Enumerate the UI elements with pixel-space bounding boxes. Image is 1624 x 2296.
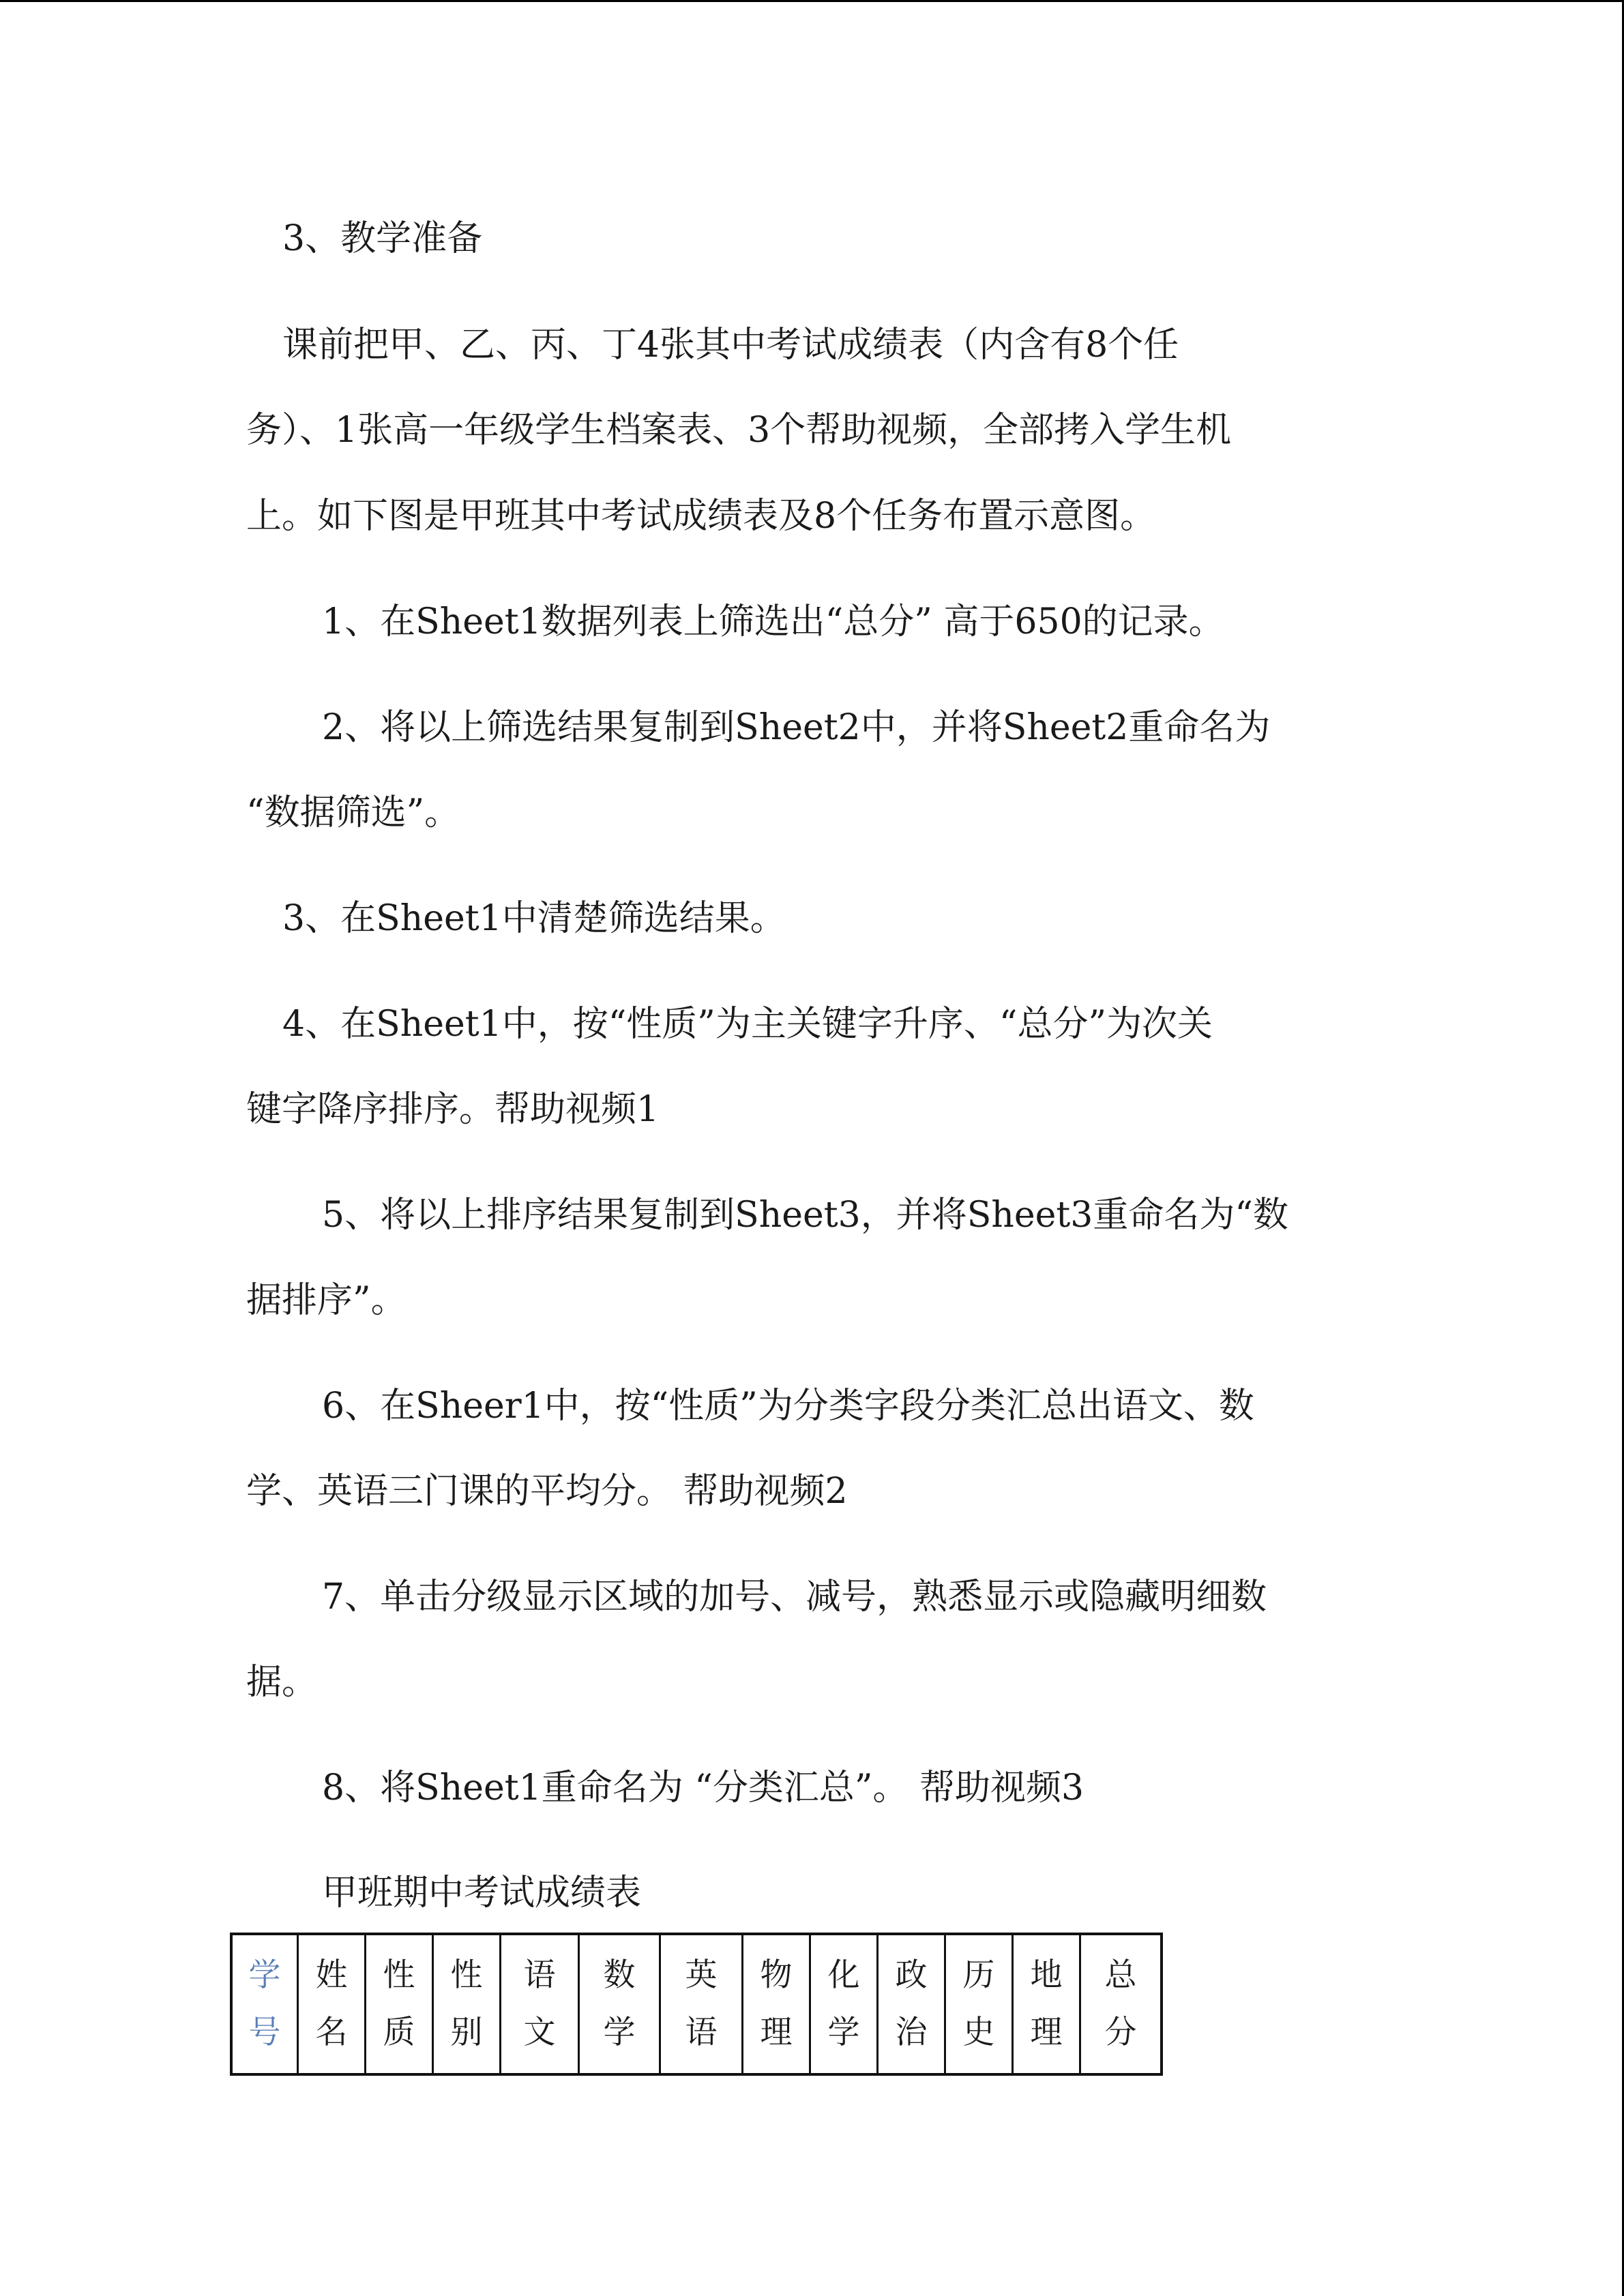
header-cell-math: 数学	[579, 1934, 660, 2074]
top-border-rule	[0, 0, 1624, 2]
task-item-cont: 键字降序排序。帮助视频1	[246, 1089, 660, 1130]
header-cell-chemistry: 化学	[810, 1934, 878, 2074]
task-item: 2、将以上筛选结果复制到Sheet2中，并将Sheet2重命名为	[322, 707, 1271, 748]
paragraph-line: 务）、1张高一年级学生档案表、3个帮助视频，全部拷入学生机	[246, 410, 1232, 451]
header-cell-chinese: 语文	[501, 1934, 579, 2074]
table-caption: 甲班期中考试成绩表	[322, 1873, 642, 1913]
section-heading: 3、教学准备	[282, 218, 483, 259]
header-cell-physics: 物理	[743, 1934, 810, 2074]
task-item: 7、单击分级显示区域的加号、减号，熟悉显示或隐藏明细数	[322, 1577, 1267, 1617]
task-item: 1、在Sheet1数据列表上筛选出“总分” 高于650的记录。	[322, 601, 1224, 642]
task-item: 8、将Sheet1重命名为 “分类汇总”。 帮助视频3	[322, 1768, 1084, 1808]
header-cell-english: 英语	[660, 1934, 743, 2074]
header-cell-type: 性质	[366, 1934, 433, 2074]
paragraph-line: 课前把甲、乙、丙、丁4张其中考试成绩表（内含有8个任	[282, 325, 1179, 366]
header-cell-total: 总分	[1080, 1934, 1162, 2074]
task-item-cont: 学、英语三门课的平均分。 帮助视频2	[246, 1471, 848, 1512]
header-cell-politics: 政治	[878, 1934, 945, 2074]
grade-table	[230, 1933, 1163, 2076]
header-cell-gender: 性别	[433, 1934, 501, 2074]
table-header-row	[231, 1934, 1162, 2074]
task-item: 5、将以上排序结果复制到Sheet3，并将Sheet3重命名为“数	[322, 1195, 1288, 1236]
task-item: 3、在Sheet1中清楚筛选结果。	[282, 898, 786, 939]
header-cell-student-id: 学号	[231, 1934, 298, 2074]
task-item: 4、在Sheet1中，按“性质”为主关键字升序、“总分”为次关	[282, 1004, 1213, 1045]
task-item-cont: 据。	[246, 1662, 318, 1703]
task-item-cont: “数据筛选”。	[246, 792, 460, 833]
paragraph-line: 上。如下图是甲班其中考试成绩表及8个任务布置示意图。	[246, 496, 1156, 537]
header-cell-history: 历史	[945, 1934, 1013, 2074]
task-item-cont: 据排序”。	[246, 1280, 407, 1321]
header-cell-name: 姓名	[298, 1934, 366, 2074]
task-item: 6、在Sheer1中，按“性质”为分类字段分类汇总出语文、数	[322, 1386, 1254, 1427]
header-cell-geography: 地理	[1013, 1934, 1080, 2074]
